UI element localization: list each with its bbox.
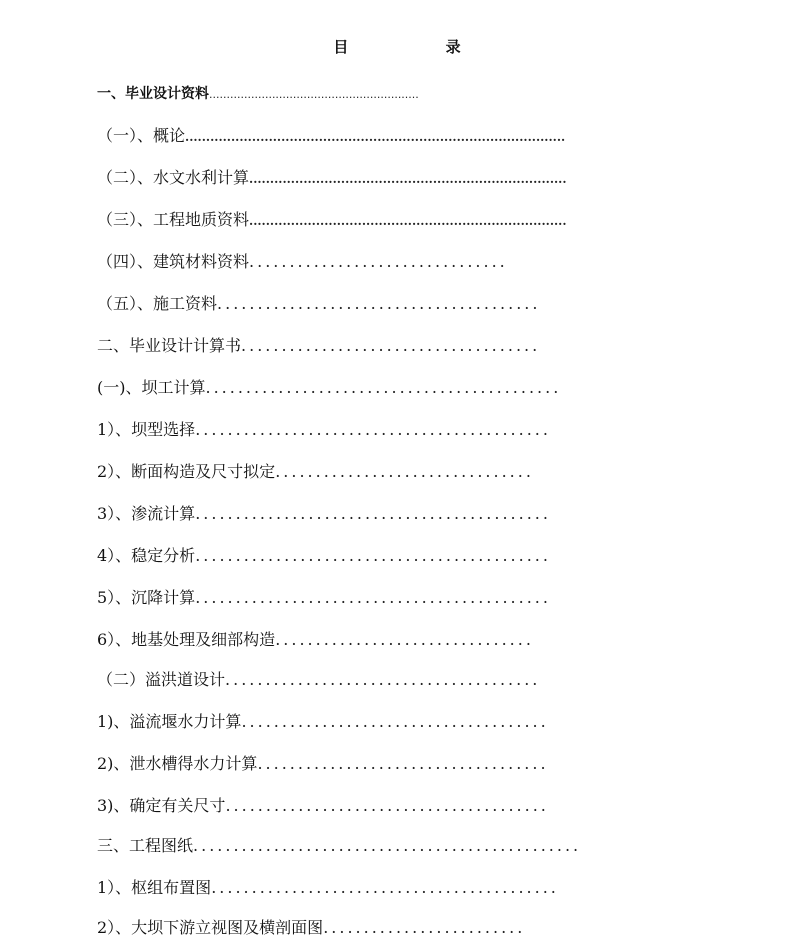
toc-entry — [97, 462, 638, 482]
toc-leader: ...................................... — [241, 712, 549, 731]
toc-entry — [97, 168, 638, 189]
toc-leader: ............................................ — [195, 588, 551, 607]
toc-entry — [97, 126, 638, 147]
toc-leader: .................................... — [257, 754, 549, 773]
toc-entry — [97, 588, 638, 608]
toc-entry-text: （四）、建筑材料资料 — [97, 252, 250, 271]
toc-leader: ............................................ — [195, 420, 551, 439]
toc-entry — [97, 504, 638, 524]
toc-entry-text: 5）、沉降计算 — [97, 588, 196, 607]
toc-entry — [97, 754, 638, 774]
toc-entry-text: 2）、断面构造及尺寸拟定 — [97, 462, 276, 481]
toc-leader: ........................................................................................... — [185, 130, 566, 144]
toc-entry-text: （二）溢洪道设计 — [97, 670, 226, 689]
toc-entry-text: 1）、坝型选择 — [97, 420, 196, 439]
toc-entry-text: 2)、泄水槽得水力计算 — [97, 754, 258, 773]
toc-entry-text: 一、毕业设计资料 — [97, 86, 209, 102]
toc-leader: ............................................................................ — [249, 214, 567, 228]
toc-entry — [97, 336, 638, 356]
toc-entry — [97, 210, 638, 231]
toc-entry-text: 3)、确定有关尺寸 — [97, 796, 226, 815]
toc-entry-text: (一)、坝工计算 — [97, 378, 206, 397]
toc-leader: ................................ — [275, 630, 534, 649]
toc-entry — [97, 546, 638, 566]
toc-entry-text: （二）、水文水利计算 — [97, 168, 250, 187]
toc-entry-text: 三、工程图纸 — [97, 836, 194, 855]
toc-leader: ....................................... — [225, 670, 541, 689]
toc-entry — [97, 878, 629, 898]
toc-entry-text: （一）、概论 — [97, 126, 186, 145]
toc-entry — [97, 252, 638, 272]
toc-leader: ..................................... — [241, 336, 541, 355]
toc-entry — [97, 84, 427, 105]
toc-leader: ................................ — [275, 462, 534, 481]
page-title: 目 录 — [333, 38, 507, 56]
toc-entry-text: 4）、稳定分析 — [97, 546, 196, 565]
toc-entry-text: 3）、渗流计算 — [97, 504, 196, 523]
toc-leader: ............................................................................ — [249, 172, 567, 186]
toc-entry-text: 2）、大坝下游立视图及横剖面图 — [97, 918, 324, 937]
toc-entry-text: （五）、施工资料 — [97, 294, 218, 313]
toc-leader: ............................................ — [205, 378, 562, 397]
toc-entry-text: （三）、工程地质资料 — [97, 210, 250, 229]
toc-entry — [97, 796, 638, 816]
toc-entry-text: 二、毕业设计计算书 — [97, 336, 242, 355]
toc-leader: ............................................ — [195, 546, 551, 565]
toc-leader: ............................................ — [195, 504, 551, 523]
toc-entry — [97, 294, 638, 314]
toc-leader: ........................................ — [217, 294, 541, 313]
toc-entry-text: 1)、溢流堰水力计算 — [97, 712, 242, 731]
toc-entry — [97, 378, 632, 398]
toc-entry-text: 1）、枢组布置图 — [97, 878, 212, 897]
toc-entry — [97, 712, 638, 732]
toc-entry — [97, 836, 614, 856]
toc-entry-text: 6）、地基处理及细部构造 — [97, 630, 276, 649]
toc-entry — [97, 420, 638, 440]
toc-leader: ........................................ — [225, 796, 549, 815]
toc-leader: ................................................ — [193, 836, 582, 855]
toc-leader: ......................... — [323, 918, 526, 937]
toc-leader: ............................................................ — [209, 88, 419, 101]
toc-entry — [97, 670, 611, 690]
toc-leader: ........................................... — [211, 878, 559, 897]
toc-entry — [97, 630, 638, 650]
toc-leader: ................................ — [249, 252, 508, 271]
toc-entry — [97, 918, 633, 938]
